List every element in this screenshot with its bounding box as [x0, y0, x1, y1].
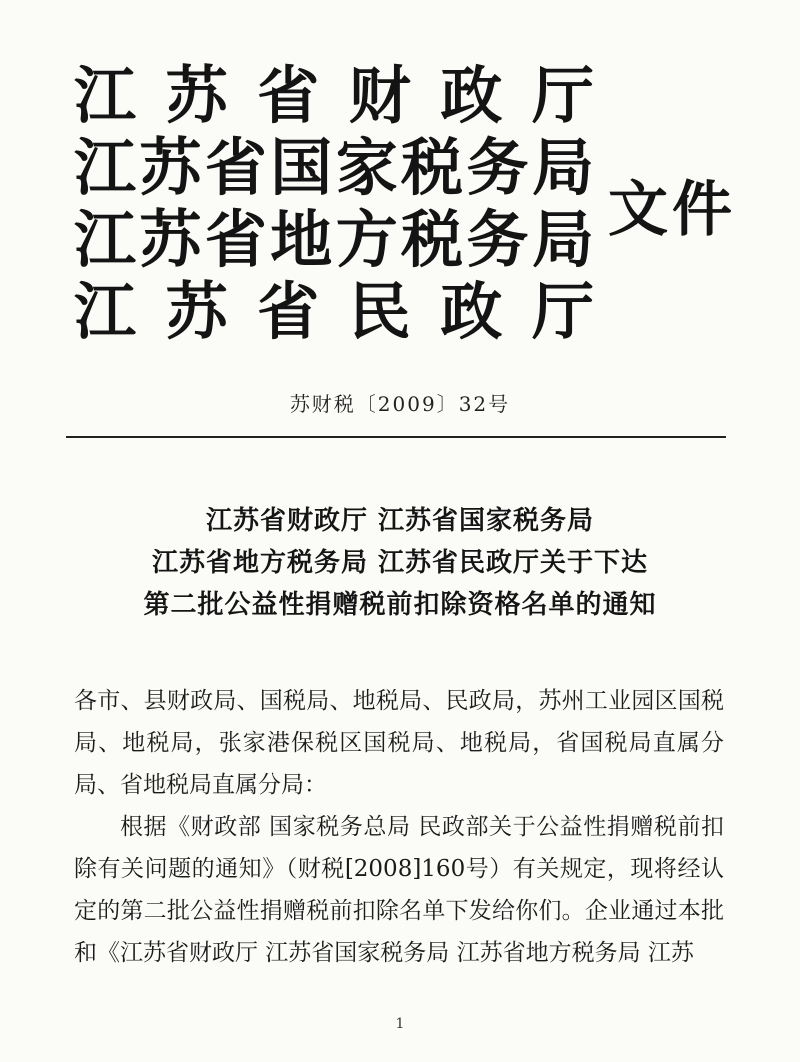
- issuer-char: 家: [335, 131, 398, 204]
- issuer-char: 苏: [139, 203, 202, 276]
- issuer-char: 务: [466, 131, 529, 204]
- document-label: 文件: [608, 175, 736, 245]
- issuer-char: 局: [531, 203, 594, 276]
- issuer-char: 江: [74, 275, 137, 348]
- issuer-char: 政: [440, 275, 503, 348]
- issuer-char: 省: [257, 59, 320, 132]
- title-line: 第二批公益性捐赠税前扣除资格名单的通知: [143, 590, 657, 620]
- issuer-char: 民: [348, 275, 411, 348]
- document-number: 苏财税〔2009〕32号: [289, 392, 511, 416]
- page-number: 1: [395, 1016, 405, 1032]
- issuer-char: 财: [348, 59, 411, 132]
- notice-title: [0, 500, 800, 626]
- issuer-char: 税: [401, 131, 464, 204]
- addressee-paragraph: 各市、县财政局、国税局、地税局、民政局，苏州工业园区国税局、地税局，张家港保税区国税局、地税局，省国税局直属分局、省地税局直属分局：: [74, 688, 724, 798]
- issuer-char: 地: [270, 203, 333, 276]
- issuer-line: [74, 132, 594, 204]
- issuer-char: 苏: [165, 59, 228, 132]
- issuer-char: 江: [74, 131, 137, 204]
- issuer-char: 局: [531, 131, 594, 204]
- issuer-char: 厅: [531, 275, 594, 348]
- issuer-char: 政: [440, 59, 503, 132]
- issuer-char: 省: [257, 275, 320, 348]
- title-line: 江苏省财政厅 江苏省国家税务局: [205, 506, 595, 536]
- issuer-char: 国: [270, 131, 333, 204]
- header-divider: [66, 436, 726, 438]
- issuer-line: [74, 60, 594, 132]
- issuer-char: 省: [204, 131, 267, 204]
- issuer-line: [74, 204, 594, 276]
- issuer-char: 省: [204, 203, 267, 276]
- issuer-char: 务: [466, 203, 529, 276]
- issuer-char: 苏: [165, 275, 228, 348]
- issuer-char: 江: [74, 59, 137, 132]
- issuing-authorities: [74, 60, 594, 348]
- issuer-char: 税: [401, 203, 464, 276]
- issuer-char: 江: [74, 203, 137, 276]
- notice-body: [74, 680, 724, 974]
- issuer-line: [74, 276, 594, 348]
- issuer-char: 苏: [139, 131, 202, 204]
- title-line: 江苏省地方税务局 江苏省民政厅关于下达: [151, 548, 649, 578]
- body-paragraph: 根据《财政部 国家税务总局 民政部关于公益性捐赠税前扣除有关问题的通知》（财税[2008]160号）有关规定，现将经认定的第二批公益性捐赠税前扣除名单下发给你们。企业通过本批和《江苏省财政厅 江苏省国家税务局 江苏省地方税务局 江苏: [74, 814, 724, 966]
- issuer-char: 厅: [531, 59, 594, 132]
- issuer-char: 方: [335, 203, 398, 276]
